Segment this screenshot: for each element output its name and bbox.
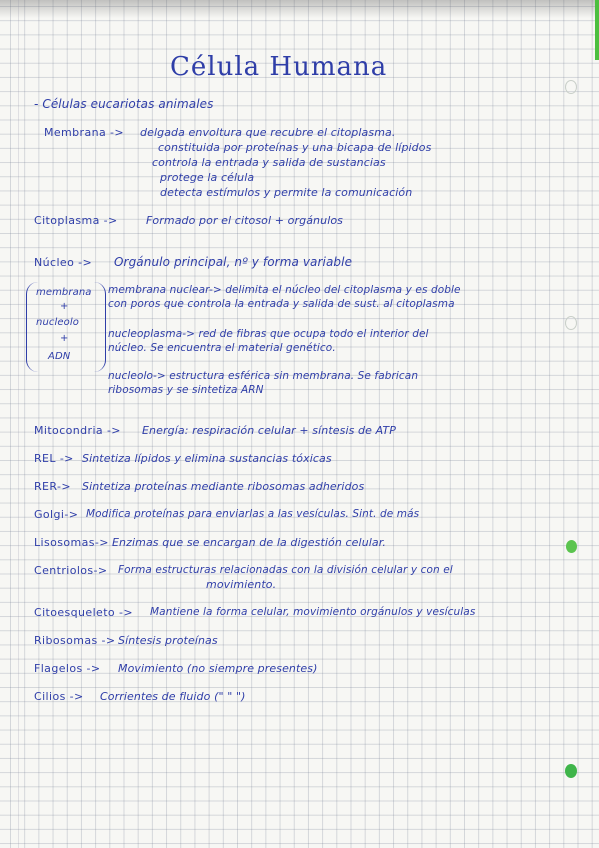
organelle-label: Citoesqueleto -> — [34, 606, 133, 619]
subtitle: - Células eucariotas animales — [34, 97, 214, 111]
bracket-item: nucleolo — [36, 317, 79, 328]
organelle-text: Síntesis proteínas — [118, 634, 218, 647]
bracket-item: membrana — [36, 287, 92, 298]
bracket-item: + — [60, 301, 69, 312]
nucleo-line: ribosomas y se sintetiza ARN — [108, 384, 264, 396]
organelle-label: Ribosomas -> — [34, 634, 116, 647]
punch-hole — [565, 764, 577, 778]
punch-hole — [565, 316, 577, 330]
organelle-label: Centriolos-> — [34, 564, 108, 577]
nucleo-text: Orgánulo principal, nº y forma variable — [114, 255, 353, 269]
punch-hole — [566, 540, 577, 553]
organelle-text: Corrientes de fluido (" " ") — [100, 690, 246, 703]
membrana-line: constituida por proteínas y una bicapa de lípidos — [158, 141, 432, 154]
nucleo-line: núcleo. Se encuentra el material genético. — [108, 342, 336, 354]
organelle-text: Sintetiza proteínas mediante ribosomas adheridos — [82, 480, 365, 493]
organelle-label: RER-> — [34, 480, 71, 493]
punch-hole — [565, 80, 577, 94]
membrana-label: Membrana -> — [44, 126, 125, 139]
page-top-shadow — [0, 0, 599, 18]
green-tab — [595, 0, 599, 60]
nucleo-label: Núcleo -> — [34, 256, 93, 269]
organelle-label: Lisosomas-> — [34, 536, 109, 549]
nucleo-line: con poros que controla la entrada y salida de sust. al citoplasma — [108, 298, 455, 310]
margin-line — [18, 0, 19, 848]
membrana-line: detecta estímulos y permite la comunicación — [160, 186, 413, 199]
organelle-text: Enzimas que se encargan de la digestión celular. — [112, 536, 386, 549]
organelle-text: Movimiento (no siempre presentes) — [118, 662, 318, 675]
nucleo-line: nucleoplasma-> red de fibras que ocupa todo el interior del — [108, 328, 429, 340]
membrana-line: protege la célula — [160, 171, 255, 184]
organelle-label: Mitocondria -> — [34, 424, 121, 437]
organelle-label: Flagelos -> — [34, 662, 101, 675]
organelle-text: Sintetiza lípidos y elimina sustancias tóxicas — [82, 452, 332, 465]
bracket-item: + — [60, 333, 69, 344]
nucleo-line: membrana nuclear-> delimita el núcleo del citoplasma y es doble — [108, 284, 461, 296]
citoplasma-text: Formado por el citosol + orgánulos — [146, 214, 344, 227]
membrana-line: controla la entrada y salida de sustancias — [152, 156, 386, 169]
organelle-text: Modifica proteínas para enviarlas a las vesículas. Sint. de más — [86, 508, 420, 520]
organelle-text: Mantiene la forma celular, movimiento orgánulos y vesículas — [150, 606, 476, 618]
organelle-text: Energía: respiración celular + síntesis de ATP — [142, 424, 396, 437]
nucleo-line: nucleolo-> estructura esférica sin membrana. Se fabrican — [108, 370, 419, 382]
page-title: Célula Humana — [170, 52, 388, 82]
citoplasma-label: Citoplasma -> — [34, 214, 118, 227]
organelle-label: Cilios -> — [34, 690, 84, 703]
bracket-item: ADN — [48, 351, 71, 362]
organelle-label: REL -> — [34, 452, 74, 465]
organelle-label: Golgi-> — [34, 508, 79, 521]
membrana-line: delgada envoltura que recubre el citoplasma. — [140, 126, 396, 139]
organelle-text: movimiento. — [206, 578, 277, 591]
organelle-text: Forma estructuras relacionadas con la división celular y con el — [118, 564, 453, 576]
